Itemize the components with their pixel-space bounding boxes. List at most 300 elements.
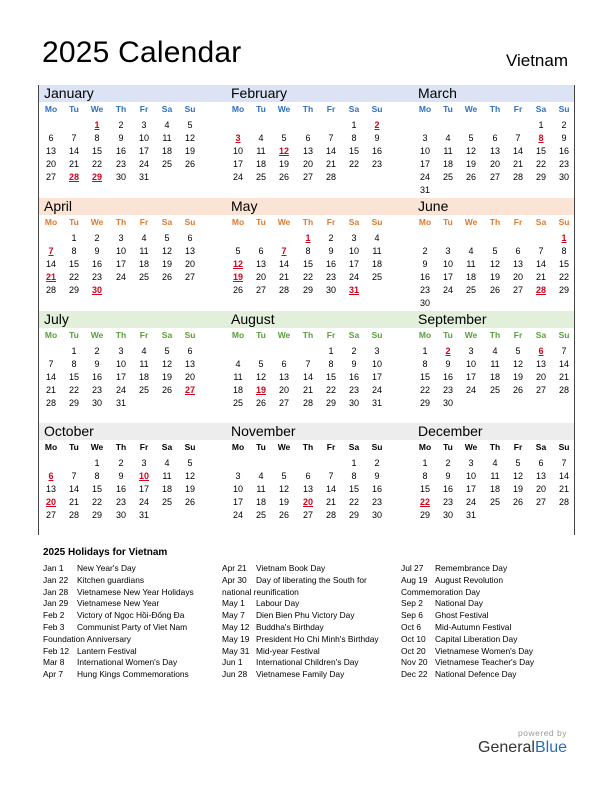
holidays-title: 2025 Holidays for Vietnam <box>43 547 168 558</box>
holiday-day: 12 <box>278 146 289 156</box>
holiday-day: 19 <box>232 272 243 282</box>
day-cell: 29 <box>68 285 79 295</box>
holiday-date: Jul 27 <box>401 563 424 573</box>
holiday-name: Vietnamese Family Day <box>256 669 345 680</box>
holiday-entry <box>43 598 208 610</box>
quarter-band-2 <box>39 198 574 215</box>
day-cell: 6 <box>281 359 287 369</box>
holiday-day: 21 <box>45 272 56 282</box>
day-cell: 25 <box>489 497 500 507</box>
day-cell: 22 <box>348 159 359 169</box>
day-cell: 8 <box>94 471 100 481</box>
holiday-entry <box>222 622 387 634</box>
day-cell: 14 <box>325 146 336 156</box>
day-cell: 24 <box>232 172 243 182</box>
day-cell: 19 <box>161 372 172 382</box>
holiday-name: Capital Liberation Day <box>435 633 518 644</box>
month-name: February <box>231 85 288 101</box>
weekday-label: We <box>464 217 478 227</box>
holiday-date: Feb 2 <box>43 610 65 621</box>
day-cell: 3 <box>422 133 428 143</box>
day-cell: 14 <box>45 372 56 382</box>
day-cell: 16 <box>325 259 336 269</box>
weekday-label: Mo <box>44 442 58 452</box>
day-cell: 28 <box>325 172 336 182</box>
day-cell: 2 <box>94 346 100 356</box>
holiday-day: 12 <box>232 259 243 269</box>
day-cell: 22 <box>348 497 359 507</box>
day-cell: 29 <box>558 285 569 295</box>
day-cell: 26 <box>489 285 500 295</box>
day-cell: 29 <box>302 285 313 295</box>
quarter-band-4 <box>39 423 574 440</box>
day-cell: 1 <box>538 120 544 130</box>
holiday-entry <box>401 598 566 610</box>
holiday-entry <box>222 657 387 669</box>
day-cell: 28 <box>45 398 56 408</box>
weekday-label: Th <box>302 217 314 227</box>
day-cell: 19 <box>184 146 195 156</box>
day-cell: 6 <box>258 246 264 256</box>
holiday-day: 7 <box>48 246 54 256</box>
day-cell: 6 <box>187 233 193 243</box>
weekday-label: Fr <box>326 330 336 340</box>
holiday-entry <box>43 575 208 587</box>
weekday-label: Th <box>115 330 127 340</box>
holiday-date: Jan 29 <box>43 598 69 609</box>
day-cell: 10 <box>232 146 243 156</box>
holiday-entry <box>401 563 566 575</box>
holiday-entry <box>43 610 208 622</box>
day-cell: 17 <box>115 259 126 269</box>
day-cell: 30 <box>558 172 569 182</box>
weekday-label: Th <box>489 442 501 452</box>
day-cell: 7 <box>561 458 567 468</box>
day-cell: 7 <box>328 133 334 143</box>
day-cell: 12 <box>278 484 289 494</box>
holiday-entry <box>43 657 208 669</box>
holiday-day: 10 <box>138 471 149 481</box>
day-cell: 4 <box>258 471 264 481</box>
day-cell: 2 <box>328 233 334 243</box>
holiday-date: Jan 1 <box>43 563 64 573</box>
weekday-label: Sa <box>161 217 173 227</box>
day-cell: 30 <box>348 398 359 408</box>
holiday-entry <box>401 657 566 669</box>
day-cell: 29 <box>419 510 430 520</box>
month-name: July <box>44 311 69 327</box>
holiday-date: Jun 28 <box>222 669 248 680</box>
day-cell: 14 <box>68 484 79 494</box>
day-cell: 30 <box>115 172 126 182</box>
day-cell: 8 <box>422 471 428 481</box>
holiday-name: National Defence Day <box>435 669 517 680</box>
day-cell: 20 <box>535 484 546 494</box>
day-cell: 18 <box>138 259 149 269</box>
holiday-name: Lantern Festival <box>77 645 137 656</box>
holiday-name: Vietnamese Women's Day <box>435 645 534 656</box>
day-cell: 7 <box>71 133 77 143</box>
weekday-label: Su <box>558 104 570 114</box>
day-cell: 13 <box>535 471 546 481</box>
holiday-name: President Ho Chi Minh's Birthday <box>256 633 379 644</box>
day-cell: 15 <box>348 484 359 494</box>
day-cell: 27 <box>302 172 313 182</box>
day-cell: 11 <box>490 471 500 481</box>
day-cell: 12 <box>255 372 266 382</box>
weekday-label: Tu <box>256 442 266 452</box>
holiday-entry <box>401 622 566 634</box>
weekday-label: Th <box>489 217 501 227</box>
day-cell: 26 <box>184 497 195 507</box>
weekday-label: Su <box>184 330 196 340</box>
day-cell: 26 <box>232 285 243 295</box>
day-cell: 16 <box>558 146 569 156</box>
day-cell: 17 <box>371 372 382 382</box>
day-cell: 8 <box>305 246 311 256</box>
day-cell: 5 <box>187 458 193 468</box>
month-name: March <box>418 85 457 101</box>
holiday-entry <box>401 610 566 622</box>
day-cell: 29 <box>68 398 79 408</box>
page-title: 2025 Calendar <box>42 36 242 69</box>
day-cell: 12 <box>489 259 500 269</box>
holiday-day: 1 <box>94 120 100 130</box>
day-cell: 27 <box>489 172 500 182</box>
day-cell: 13 <box>302 146 313 156</box>
footer-brand[interactable] <box>478 728 567 757</box>
month-name: April <box>44 198 73 214</box>
day-cell: 27 <box>184 272 195 282</box>
day-cell: 21 <box>325 159 336 169</box>
day-cell: 19 <box>512 372 523 382</box>
holiday-entry <box>401 646 566 658</box>
day-cell: 30 <box>325 285 336 295</box>
holiday-entry <box>43 646 208 658</box>
month-name: December <box>418 423 483 439</box>
day-cell: 19 <box>184 484 195 494</box>
day-cell: 30 <box>442 398 453 408</box>
day-cell: 18 <box>232 385 243 395</box>
holiday-date: Dec 22 <box>401 669 428 680</box>
holiday-date: Sep 2 <box>401 598 423 609</box>
weekday-label: Fr <box>139 330 149 340</box>
day-cell: 2 <box>561 120 567 130</box>
holiday-name: Vietnamese New Year Holidays <box>77 586 194 597</box>
day-cell: 1 <box>328 346 334 356</box>
powered-by-text: powered by <box>518 728 567 738</box>
weekday-label: We <box>277 442 291 452</box>
weekday-label: Mo <box>418 330 432 340</box>
day-cell: 2 <box>351 346 357 356</box>
day-cell: 3 <box>374 346 380 356</box>
day-cell: 2 <box>94 233 100 243</box>
holiday-date: Apr 21 <box>222 563 247 573</box>
day-cell: 30 <box>371 510 382 520</box>
day-cell: 25 <box>442 172 453 182</box>
holiday-name: International Women's Day <box>77 657 178 668</box>
day-cell: 21 <box>68 159 79 169</box>
weekday-label: We <box>90 217 104 227</box>
day-cell: 18 <box>255 497 266 507</box>
weekday-label: Sa <box>348 442 360 452</box>
day-cell: 10 <box>115 359 126 369</box>
holiday-date: May 19 <box>222 633 250 644</box>
day-cell: 24 <box>138 497 149 507</box>
day-cell: 22 <box>68 385 79 395</box>
weekday-label: Tu <box>69 104 79 114</box>
day-cell: 9 <box>351 359 357 369</box>
day-cell: 15 <box>325 372 336 382</box>
weekday-label: Su <box>184 442 196 452</box>
day-cell: 24 <box>115 272 126 282</box>
weekday-label: Su <box>371 217 383 227</box>
day-cell: 14 <box>302 372 313 382</box>
day-cell: 5 <box>164 346 170 356</box>
day-cell: 23 <box>442 385 453 395</box>
day-cell: 22 <box>302 272 313 282</box>
day-cell: 10 <box>232 484 243 494</box>
day-cell: 12 <box>512 471 523 481</box>
weekday-label: Mo <box>44 330 58 340</box>
day-cell: 16 <box>371 146 382 156</box>
weekday-label: We <box>464 104 478 114</box>
weekday-label: Fr <box>513 442 523 452</box>
day-cell: 17 <box>442 272 453 282</box>
weekday-label: Th <box>115 217 127 227</box>
day-cell: 21 <box>535 272 546 282</box>
day-cell: 24 <box>442 285 453 295</box>
day-cell: 16 <box>91 372 102 382</box>
day-cell: 10 <box>442 259 453 269</box>
holiday-entry <box>401 669 566 681</box>
day-cell: 10 <box>115 246 126 256</box>
day-cell: 24 <box>419 172 430 182</box>
day-cell: 23 <box>115 497 126 507</box>
holiday-date: Mar 8 <box>43 657 65 668</box>
weekday-label: We <box>464 442 478 452</box>
day-cell: 24 <box>115 385 126 395</box>
weekday-label: Fr <box>139 442 149 452</box>
weekday-label: Fr <box>139 104 149 114</box>
day-cell: 1 <box>422 458 428 468</box>
weekday-label: Fr <box>513 330 523 340</box>
holiday-entry <box>43 587 208 599</box>
day-cell: 21 <box>558 372 569 382</box>
day-cell: 16 <box>115 484 126 494</box>
day-cell: 28 <box>68 510 79 520</box>
weekday-label: Fr <box>513 217 523 227</box>
day-cell: 5 <box>258 359 264 369</box>
day-cell: 5 <box>281 471 287 481</box>
day-cell: 8 <box>71 246 77 256</box>
day-cell: 4 <box>164 458 170 468</box>
day-cell: 13 <box>184 359 195 369</box>
weekday-label: Mo <box>231 442 245 452</box>
weekday-label: Th <box>489 330 501 340</box>
day-cell: 23 <box>419 285 430 295</box>
day-cell: 19 <box>465 159 476 169</box>
day-cell: 6 <box>538 458 544 468</box>
weekday-label: Fr <box>139 217 149 227</box>
day-cell: 14 <box>558 359 569 369</box>
day-cell: 3 <box>141 458 147 468</box>
weekday-label: Mo <box>231 217 245 227</box>
weekday-label: Su <box>184 104 196 114</box>
holiday-date: Jan 28 <box>43 586 69 597</box>
weekday-label: Fr <box>513 104 523 114</box>
day-cell: 3 <box>468 346 474 356</box>
day-cell: 15 <box>302 259 313 269</box>
weekday-label: Su <box>558 442 570 452</box>
month-name: June <box>418 198 449 214</box>
quarter-band-3 <box>39 311 574 328</box>
holiday-day: 6 <box>48 471 54 481</box>
weekday-label: Sa <box>161 104 173 114</box>
day-cell: 13 <box>255 259 266 269</box>
country-name: Vietnam <box>505 51 568 70</box>
holiday-date: Jan 22 <box>43 574 69 585</box>
day-cell: 14 <box>45 259 56 269</box>
weekday-label: Mo <box>418 442 432 452</box>
day-cell: 14 <box>512 146 523 156</box>
holiday-name: Dien Bien Phu Victory Day <box>256 610 355 621</box>
holiday-date: May 12 <box>222 621 250 632</box>
holiday-name: Ghost Festival <box>435 610 489 621</box>
day-cell: 6 <box>305 471 311 481</box>
day-cell: 26 <box>465 172 476 182</box>
quarter-band-1 <box>39 85 574 102</box>
holiday-day: 29 <box>91 172 102 182</box>
day-cell: 23 <box>371 497 382 507</box>
holiday-day: 27 <box>184 385 195 395</box>
day-cell: 17 <box>232 159 243 169</box>
holiday-name: International Children's Day <box>256 657 359 668</box>
holiday-name: Communist Party of Viet Nam Foundation Anniversary <box>43 621 188 644</box>
day-cell: 10 <box>371 359 382 369</box>
day-cell: 25 <box>465 285 476 295</box>
holiday-name: Day of liberating the South for national reunification <box>222 574 367 597</box>
day-cell: 21 <box>45 385 56 395</box>
day-cell: 3 <box>118 233 124 243</box>
holiday-name: August Revolution Commemoration Day <box>401 574 503 597</box>
day-cell: 18 <box>465 272 476 282</box>
day-cell: 23 <box>558 159 569 169</box>
day-cell: 2 <box>118 120 124 130</box>
weekday-label: Mo <box>418 217 432 227</box>
day-cell: 17 <box>348 259 359 269</box>
day-cell: 22 <box>558 272 569 282</box>
day-cell: 20 <box>184 259 195 269</box>
holiday-name: Remembrance Day <box>435 563 508 573</box>
day-cell: 16 <box>442 484 453 494</box>
day-cell: 7 <box>305 359 311 369</box>
day-cell: 17 <box>138 146 149 156</box>
holiday-day: 28 <box>535 285 546 295</box>
day-cell: 9 <box>94 246 100 256</box>
day-cell: 25 <box>489 385 500 395</box>
day-cell: 15 <box>68 259 79 269</box>
holiday-date: Nov 20 <box>401 657 428 668</box>
holiday-name: Vietnamese Teacher's Day <box>435 657 535 668</box>
holiday-name: Mid-year Festival <box>256 645 320 656</box>
holiday-name: Vietnam Book Day <box>256 563 326 573</box>
day-cell: 20 <box>535 372 546 382</box>
day-cell: 13 <box>278 372 289 382</box>
day-cell: 19 <box>161 259 172 269</box>
day-cell: 19 <box>278 159 289 169</box>
holiday-date: Aug 19 <box>401 574 428 585</box>
day-cell: 14 <box>325 484 336 494</box>
holiday-day: 22 <box>419 497 430 507</box>
holiday-name: National Day <box>435 598 483 609</box>
day-cell: 30 <box>115 510 126 520</box>
day-cell: 22 <box>325 385 336 395</box>
day-cell: 11 <box>256 146 266 156</box>
day-cell: 29 <box>325 398 336 408</box>
day-cell: 6 <box>305 133 311 143</box>
day-cell: 29 <box>419 398 430 408</box>
day-cell: 9 <box>328 246 334 256</box>
day-cell: 26 <box>278 172 289 182</box>
day-cell: 12 <box>465 146 476 156</box>
weekday-label: We <box>90 330 104 340</box>
day-cell: 19 <box>278 497 289 507</box>
day-cell: 11 <box>233 372 243 382</box>
holiday-name: Victory of Ngọc Hồi-Đống Đa <box>77 610 185 621</box>
day-cell: 17 <box>465 372 476 382</box>
day-cell: 23 <box>348 385 359 395</box>
day-cell: 11 <box>162 471 172 481</box>
holiday-date: Feb 12 <box>43 645 70 656</box>
weekday-label: Tu <box>443 330 453 340</box>
day-cell: 3 <box>351 233 357 243</box>
day-cell: 27 <box>535 497 546 507</box>
day-cell: 30 <box>419 298 430 308</box>
weekday-label: Tu <box>256 104 266 114</box>
weekday-label: Sa <box>348 104 360 114</box>
day-cell: 8 <box>71 359 77 369</box>
day-cell: 7 <box>71 471 77 481</box>
holiday-day: 8 <box>538 133 544 143</box>
weekday-label: Su <box>371 330 383 340</box>
weekday-label: Tu <box>69 330 79 340</box>
day-cell: 12 <box>184 471 195 481</box>
day-cell: 3 <box>118 346 124 356</box>
day-cell: 2 <box>445 458 451 468</box>
holiday-entry <box>43 622 208 646</box>
day-cell: 4 <box>235 359 241 369</box>
day-cell: 2 <box>374 458 380 468</box>
day-cell: 8 <box>328 359 334 369</box>
month-name: January <box>44 85 94 101</box>
day-cell: 5 <box>235 246 241 256</box>
day-cell: 15 <box>419 372 430 382</box>
day-cell: 3 <box>141 120 147 130</box>
day-cell: 9 <box>422 259 428 269</box>
day-cell: 4 <box>374 233 380 243</box>
day-cell: 10 <box>419 146 430 156</box>
weekday-label: Tu <box>69 442 79 452</box>
day-cell: 27 <box>45 172 56 182</box>
weekday-label: Mo <box>44 217 58 227</box>
day-cell: 12 <box>184 133 195 143</box>
day-cell: 18 <box>255 159 266 169</box>
generalblue-logo <box>478 739 567 757</box>
day-cell: 9 <box>118 471 124 481</box>
day-cell: 22 <box>91 497 102 507</box>
day-cell: 20 <box>302 159 313 169</box>
